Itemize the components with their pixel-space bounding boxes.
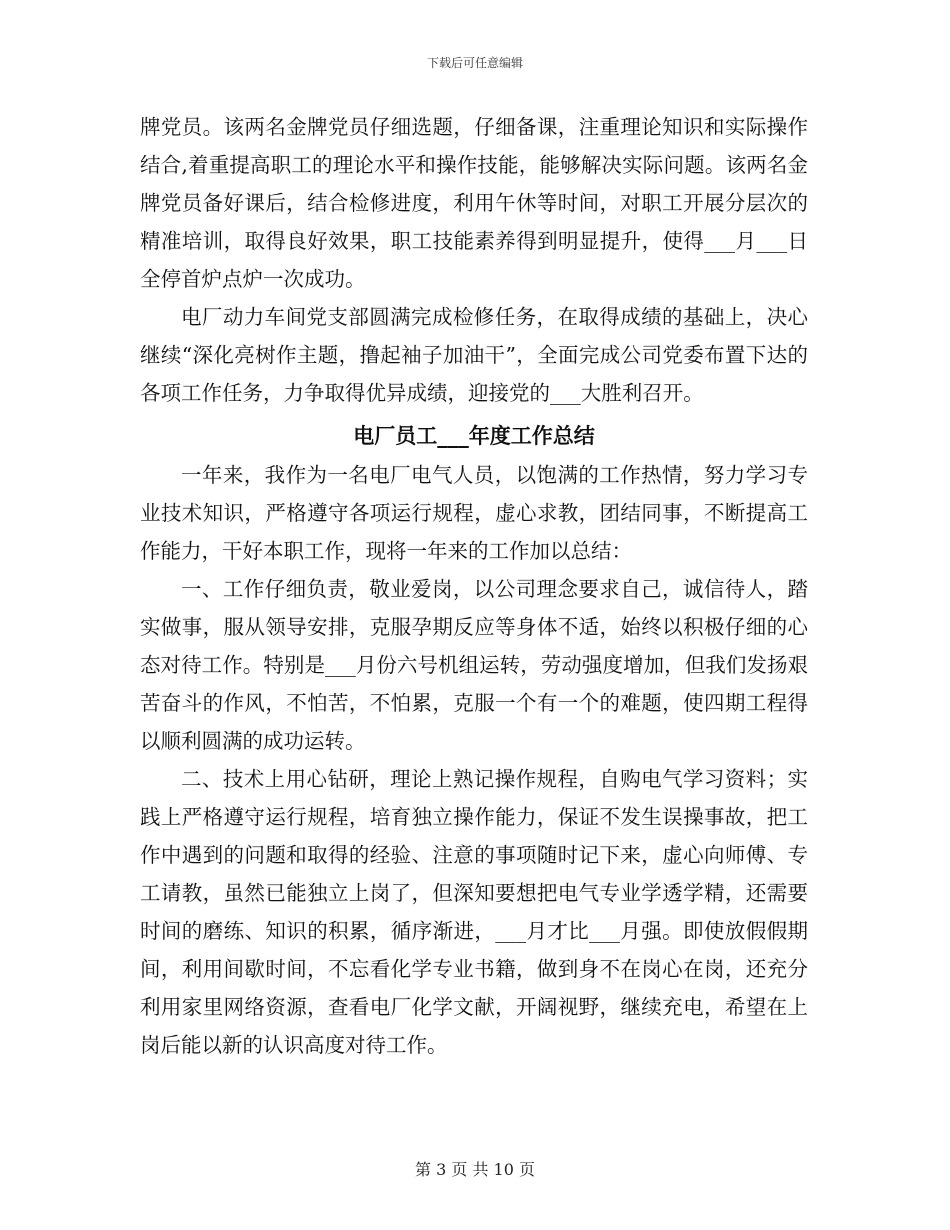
page-number: 第 3 页 共 10 页 bbox=[415, 1160, 535, 1179]
paragraph: 一、工作仔细负责，敬业爱岗，以公司理念要求自己，诚信待人，踏实做事，服从领导安排，克服孕期反应等身体不适，始终以积极仔细的心态对待工作。特别是___月份六号机组运转，劳动强度增加，但我们发扬艰苦奋斗的作风，不怕苦，不怕累，克服一个有一个的难题，使四期工程得以顺利圆满的成功运转。 bbox=[140, 577, 808, 753]
document-body bbox=[140, 108, 808, 1064]
section-title: 电厂员工___年度工作总结 bbox=[353, 423, 595, 448]
paragraph: 二、技术上用心钻研，理论上熟记操作规程，自购电气学习资料；实践上严格遵守运行规程，培育独立操作能力，保证不发生误操事故，把工作中遇到的问题和取得的经验、注意的事项随时记下来，虚心向师傅、专工请教，虽然已能独立上岗了，但深知要想把电气专业学透学精，还需要时间的磨练、知识的积累，循序渐进，___月才比___月强。即使放假假期间，利用间歇时间，不忘看化学专业书籍，做到身不在岗心在岗，还充分利用家里网络资源，查看电厂化学文献，开阔视野，继续充电，希望在上岗后能以新的认识高度对待工作。 bbox=[140, 767, 808, 1057]
paragraph: 一年来，我作为一名电厂电气人员，以饱满的工作热情，努力学习专业技术知识，严格遵守各项运行规程，虚心求教，团结同事，不断提高工作能力，干好本职工作，现将一年来的工作加以总结： bbox=[140, 463, 808, 563]
page-header: 下载后可任意编辑 bbox=[426, 56, 523, 70]
paragraph: 电厂动力车间党支部圆满完成检修任务，在取得成绩的基础上，决心继续“深化亮树作主题，撸起袖子加油干”，全面完成公司党委布置下达的各项工作任务，力争取得优异成绩，迎接党的___大胜利召开。 bbox=[140, 305, 808, 405]
paragraph-continued: 牌党员。该两名金牌党员仔细选题，仔细备课，注重理论知识和实际操作结合,着重提高职工的理论水平和操作技能，能够解决实际问题。该两名金牌党员备好课后，结合检修进度，利用午休等时间，对职工开展分层次的精准培训，取得良好效果，职工技能素养得到明显提升，使得___月___日全停首炉点炉一次成功。 bbox=[140, 115, 808, 291]
